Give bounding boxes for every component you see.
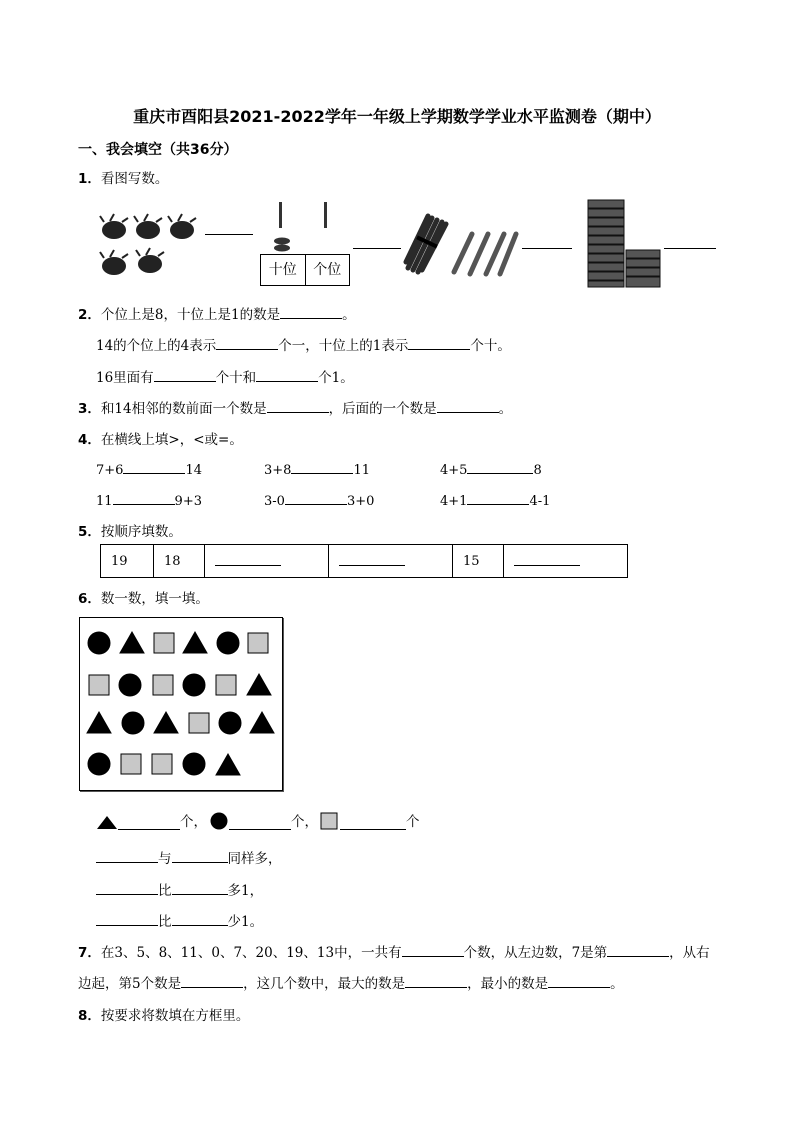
answer-blank[interactable] <box>522 248 572 249</box>
compare-left: 3-0 <box>264 494 285 509</box>
question-6 <box>78 587 209 607</box>
sequence-cell: 18 <box>154 545 205 578</box>
square-shape <box>154 633 174 653</box>
square-shape <box>189 713 209 733</box>
answer-blank[interactable] <box>339 553 405 566</box>
question-3 <box>78 397 512 417</box>
compare-item <box>264 459 370 478</box>
question-number: 8． <box>78 1008 101 1024</box>
abacus-rods <box>258 200 352 228</box>
question-1 <box>78 167 168 187</box>
compare-right: 14 <box>185 463 202 478</box>
question-6-line-2 <box>96 847 282 867</box>
square-shape <box>89 675 109 695</box>
question-2 <box>78 303 356 323</box>
answer-blank[interactable] <box>437 398 499 413</box>
answer-blank[interactable] <box>405 973 467 988</box>
answer-blank[interactable] <box>607 942 669 957</box>
answer-blank[interactable] <box>172 911 228 926</box>
square-shape <box>216 675 236 695</box>
question-text: 14的个位上的4表示 <box>96 338 217 354</box>
answer-blank[interactable] <box>216 335 278 350</box>
question-text: 边起，第5个数是 <box>78 976 182 992</box>
answer-blank[interactable] <box>408 335 470 350</box>
answer-blank[interactable] <box>96 848 158 863</box>
compare-left: 7+6 <box>96 463 124 478</box>
question-text: 少1。 <box>227 914 264 930</box>
circle-shape <box>219 712 241 734</box>
question-text: 个十。 <box>470 338 511 354</box>
unit-text: 个 <box>406 814 420 830</box>
compare-right: 11 <box>353 463 370 478</box>
question-number: 6． <box>78 591 101 607</box>
circle-shape <box>183 753 205 775</box>
question-text: 比 <box>158 914 172 930</box>
sequence-cell: 15 <box>453 545 504 578</box>
question-text: ，后面的一个数是 <box>328 401 437 417</box>
answer-blank[interactable] <box>267 398 329 413</box>
triangle-shape <box>250 712 274 733</box>
compare-right: 3+0 <box>346 494 375 509</box>
question-text: ，这几个数中，最大的数是 <box>243 976 406 992</box>
triangle-shape <box>183 632 207 653</box>
triangle-shape <box>154 712 178 733</box>
shape-grid <box>79 617 283 791</box>
compare-right: 8 <box>533 463 542 478</box>
question-number: 2． <box>78 307 101 323</box>
question-text: 16里面有 <box>96 370 154 386</box>
answer-blank[interactable] <box>215 553 281 566</box>
question-text: 个十和 <box>215 370 257 386</box>
circle-shape <box>88 753 110 775</box>
answer-blank[interactable] <box>402 942 464 957</box>
circle-shape <box>119 674 141 696</box>
answer-blank[interactable] <box>181 973 243 988</box>
answer-blank[interactable] <box>285 490 347 505</box>
compare-item <box>96 459 202 478</box>
question-6-line-4 <box>96 910 263 930</box>
page-title: 重庆市酉阳县2021-2022学年一年级上学期数学学业水平监测卷（期中） <box>133 107 661 126</box>
bee-icon <box>134 214 162 239</box>
question-4 <box>78 428 243 448</box>
question-6-line-3 <box>96 879 263 899</box>
question-text: 在横线上填>，<或=。 <box>100 432 243 448</box>
question-text: 和14相邻的数前面一个数是 <box>100 401 267 417</box>
answer-blank[interactable] <box>205 234 253 235</box>
square-icon <box>320 812 340 830</box>
compare-item <box>440 490 550 509</box>
circle-shape <box>122 712 144 734</box>
compare-item <box>96 490 202 509</box>
answer-blank[interactable] <box>664 248 716 249</box>
compare-left: 4+1 <box>440 494 468 509</box>
compare-right: 4-1 <box>529 494 551 509</box>
circle-shape <box>217 632 239 654</box>
answer-blank[interactable] <box>256 367 318 382</box>
answer-blank[interactable] <box>118 815 180 830</box>
question-6-line-1 <box>96 810 420 830</box>
answer-blank[interactable] <box>280 304 342 319</box>
triangle-shape <box>120 632 144 653</box>
answer-blank[interactable] <box>154 367 216 382</box>
question-text: 同样多， <box>227 851 282 867</box>
sequence-cell[interactable] <box>205 545 329 578</box>
circle-shape <box>183 674 205 696</box>
answer-blank[interactable] <box>467 490 529 505</box>
question-text: ，最小的数是 <box>467 976 549 992</box>
question-7-line-2 <box>78 972 624 992</box>
compare-left: 3+8 <box>264 463 292 478</box>
answer-blank[interactable] <box>172 880 228 895</box>
abacus-base <box>260 254 350 286</box>
sequence-cell: 19 <box>101 545 154 578</box>
compare-item <box>264 490 374 509</box>
abacus-tens-label: 十位 <box>261 255 306 285</box>
bee-group-image <box>96 210 206 282</box>
triangle-icon <box>96 814 118 830</box>
compare-left: 4+5 <box>440 463 468 478</box>
question-text: 多1， <box>227 883 264 899</box>
punctuation: 。 <box>498 401 513 417</box>
sequence-table <box>100 544 628 578</box>
answer-blank[interactable] <box>96 880 158 895</box>
square-shape <box>152 754 172 774</box>
bee-icon <box>100 250 128 275</box>
block-stack-image <box>586 198 662 290</box>
question-text: 与 <box>158 851 172 867</box>
question-2-line-2 <box>96 334 511 354</box>
question-number: 1． <box>78 171 101 187</box>
compare-item <box>440 459 542 478</box>
abacus-ones-label: 个位 <box>313 262 342 278</box>
answer-blank[interactable] <box>96 911 158 926</box>
question-number: 4． <box>78 432 101 448</box>
question-text: 个数，从左边数，7是第 <box>463 945 608 961</box>
question-text: 看图写数。 <box>100 171 169 187</box>
circle-shape <box>88 632 110 654</box>
answer-blank[interactable] <box>467 459 533 474</box>
answer-blank[interactable] <box>291 459 353 474</box>
answer-blank[interactable] <box>548 973 610 988</box>
circle-icon <box>209 812 229 830</box>
stick-bundle-image <box>402 212 520 280</box>
compare-right: 9+3 <box>174 494 202 509</box>
triangle-shape <box>247 674 271 695</box>
square-shape <box>121 754 141 774</box>
question-8 <box>78 1004 249 1024</box>
question-text: ，从右 <box>669 945 710 961</box>
compare-left: 11 <box>96 494 113 509</box>
question-text: 个1。 <box>318 370 354 386</box>
triangle-shape <box>216 754 240 775</box>
answer-blank[interactable] <box>353 248 401 249</box>
punctuation: 。 <box>342 307 356 323</box>
shape-grid-drawing <box>80 618 282 790</box>
answer-blank[interactable] <box>514 553 580 566</box>
question-text: 按要求将数填在方框里。 <box>100 1008 250 1024</box>
answer-blank[interactable] <box>340 815 406 830</box>
question-number: 7． <box>78 945 101 961</box>
question-text: 在3、5、8、11、0、7、20、19、13中，一共有 <box>100 945 402 961</box>
question-number: 3． <box>78 401 101 417</box>
answer-blank[interactable] <box>123 459 185 474</box>
question-5 <box>78 520 182 540</box>
unit-text: 个， <box>180 814 207 830</box>
punctuation: 。 <box>610 976 624 992</box>
sequence-cell[interactable] <box>329 545 453 578</box>
sequence-cell[interactable] <box>504 545 628 578</box>
question-7 <box>78 941 710 961</box>
question-number: 5． <box>78 524 101 540</box>
answer-blank[interactable] <box>172 848 228 863</box>
bee-icon <box>136 248 164 273</box>
question-text: 按顺序填数。 <box>100 524 182 540</box>
unit-text: 个， <box>291 814 318 830</box>
question-text: 数一数，填一填。 <box>100 591 209 607</box>
square-shape <box>248 633 268 653</box>
bee-icon <box>100 214 128 239</box>
question-text: 个位上是8，十位上是1的数是 <box>100 307 281 323</box>
answer-blank[interactable] <box>113 490 175 505</box>
answer-blank[interactable] <box>229 815 291 830</box>
abacus-beads <box>270 236 300 256</box>
question-2-line-3 <box>96 366 354 386</box>
section-heading: 一、我会填空（共36分） <box>78 142 238 158</box>
question-text: 比 <box>158 883 172 899</box>
bee-icon <box>168 214 196 239</box>
triangle-shape <box>87 712 111 733</box>
question-text: 个一，十位上的1表示 <box>278 338 409 354</box>
square-shape <box>153 675 173 695</box>
